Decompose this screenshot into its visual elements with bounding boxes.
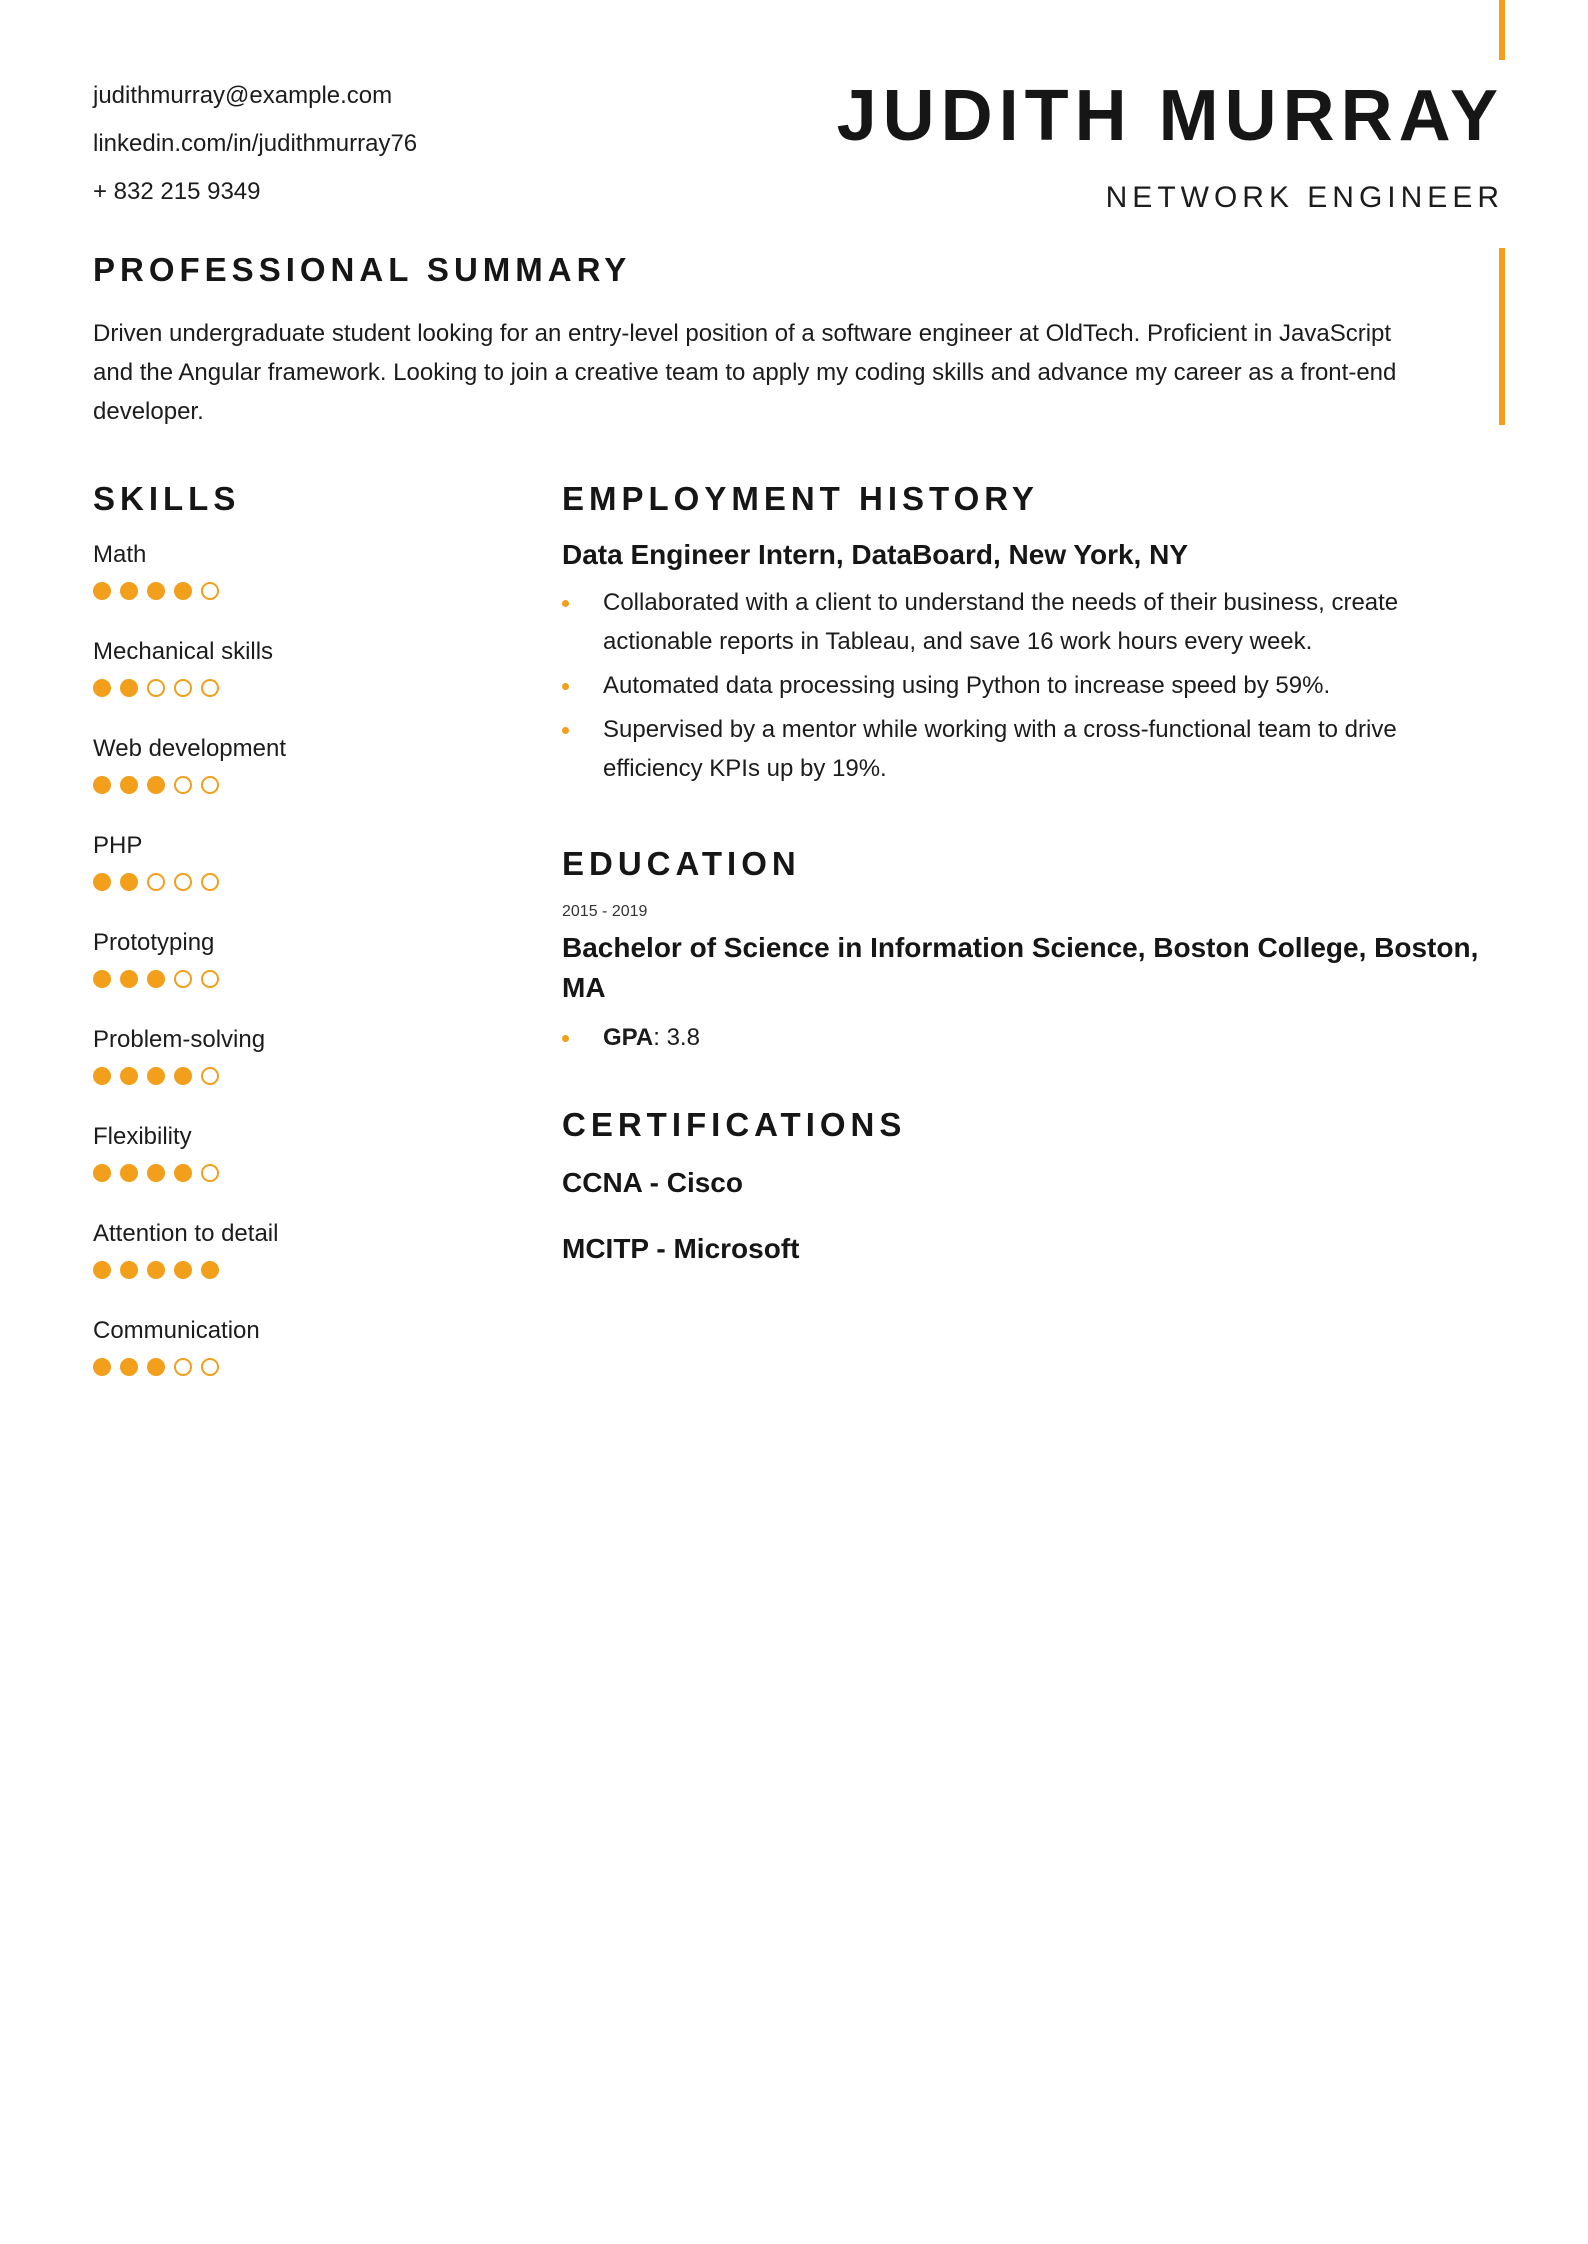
rating-dot-filled [174, 1067, 192, 1085]
skill-name: Problem-solving [93, 1026, 266, 1053]
accent-bar-top [1499, 0, 1505, 60]
rating-dot-filled [120, 970, 138, 988]
rating-dot-filled [93, 1164, 111, 1182]
skill-item [93, 1122, 513, 1219]
skill-item [93, 928, 513, 1025]
rating-dot-empty [201, 1164, 219, 1182]
rating-dot-filled [201, 1261, 219, 1279]
rating-dot-empty [174, 776, 192, 794]
rating-dot-empty [174, 1358, 192, 1376]
rating-dot-filled [120, 582, 138, 600]
education-heading: EDUCATION [562, 845, 801, 882]
accent-bar-side [1499, 248, 1505, 425]
skill-name: Communication [93, 1317, 260, 1344]
contact-linkedin[interactable]: linkedin.com/in/judithmurray76 [93, 130, 418, 157]
rating-dot-filled [174, 582, 192, 600]
skill-name: PHP [93, 832, 143, 859]
certifications-section [562, 1107, 1502, 1267]
rating-dot-empty [147, 873, 165, 891]
certification-item: MCITP - Microsoft [562, 1233, 800, 1264]
rating-dot-empty [201, 1358, 219, 1376]
skill-rating [93, 1358, 513, 1376]
certifications-heading: CERTIFICATIONS [562, 1106, 907, 1143]
rating-dot-filled [120, 679, 138, 697]
contact-phone[interactable]: + 832 215 9349 [93, 178, 261, 205]
skill-item [93, 831, 513, 928]
rating-dot-filled [147, 1261, 165, 1279]
education-section [562, 846, 1502, 1057]
gpa-label: GPA [603, 1024, 654, 1051]
skill-rating [93, 873, 513, 891]
employment-heading: EMPLOYMENT HISTORY [562, 480, 1039, 517]
skill-item [93, 637, 513, 734]
skills-list [93, 540, 513, 1413]
job-bullets [562, 583, 1502, 788]
rating-dot-filled [147, 1358, 165, 1376]
summary-text: Driven undergraduate student looking for an entry-level position of a software engineer at OldTech. Proficient in JavaScript and the Angular framework. Looking to join a creative team to apply my coding skills and advance my career as a front-end developer. [93, 320, 1397, 425]
rating-dot-filled [93, 1358, 111, 1376]
skill-rating [93, 776, 513, 794]
list-item: Automated data processing using Python to increase speed by 59%. [562, 666, 1502, 705]
skill-name: Flexibility [93, 1123, 192, 1150]
rating-dot-filled [120, 873, 138, 891]
list-item: Collaborated with a client to understand the needs of their business, create actionable reports in Tableau, and save 16 work hours every week. [562, 583, 1502, 661]
rating-dot-filled [174, 1261, 192, 1279]
gpa-item [562, 1018, 1502, 1057]
education-dates: 2015 - 2019 [562, 903, 648, 920]
rating-dot-empty [201, 873, 219, 891]
candidate-role: NETWORK ENGINEER [1105, 181, 1504, 214]
rating-dot-empty [201, 776, 219, 794]
rating-dot-filled [93, 582, 111, 600]
contact-info [93, 84, 417, 228]
skill-item [93, 1316, 513, 1413]
skills-heading: SKILLS [93, 480, 241, 517]
skills-section [93, 481, 513, 1413]
skill-rating [93, 1261, 513, 1279]
rating-dot-filled [147, 970, 165, 988]
rating-dot-filled [93, 1067, 111, 1085]
rating-dot-empty [201, 970, 219, 988]
skill-item [93, 734, 513, 831]
candidate-name: JUDITH MURRAY [836, 76, 1504, 156]
rating-dot-empty [201, 1067, 219, 1085]
education-bullets [562, 1018, 1502, 1057]
gpa-value: : 3.8 [653, 1024, 700, 1051]
rating-dot-empty [201, 679, 219, 697]
skill-name: Prototyping [93, 929, 215, 956]
skill-rating [93, 582, 513, 600]
rating-dot-filled [147, 1164, 165, 1182]
list-item: Supervised by a mentor while working with a cross-functional team to drive efficiency KPIs up by 19%. [562, 710, 1502, 788]
skill-name: Web development [93, 735, 287, 762]
rating-dot-filled [147, 582, 165, 600]
certification-item: CCNA - Cisco [562, 1167, 743, 1198]
rating-dot-filled [120, 1067, 138, 1085]
skill-rating [93, 679, 513, 697]
contact-email[interactable]: judithmurray@example.com [93, 82, 393, 109]
rating-dot-filled [120, 776, 138, 794]
rating-dot-filled [93, 679, 111, 697]
rating-dot-filled [174, 1164, 192, 1182]
skill-item [93, 1219, 513, 1316]
rating-dot-filled [120, 1261, 138, 1279]
rating-dot-filled [93, 970, 111, 988]
skill-name: Math [93, 541, 147, 568]
main-column [562, 481, 1502, 1267]
professional-summary-section [93, 252, 1433, 431]
skill-rating [93, 1067, 513, 1085]
rating-dot-empty [174, 873, 192, 891]
degree-title: Bachelor of Science in Information Science, Boston College, Boston, MA [562, 932, 1479, 1003]
rating-dot-empty [174, 679, 192, 697]
rating-dot-filled [147, 1067, 165, 1085]
rating-dot-empty [174, 970, 192, 988]
summary-heading: PROFESSIONAL SUMMARY [93, 251, 632, 288]
rating-dot-filled [93, 873, 111, 891]
skill-item [93, 1025, 513, 1122]
skill-name: Attention to detail [93, 1220, 279, 1247]
skill-item [93, 540, 513, 637]
rating-dot-empty [147, 679, 165, 697]
rating-dot-filled [93, 776, 111, 794]
skill-rating [93, 1164, 513, 1182]
rating-dot-empty [201, 582, 219, 600]
rating-dot-filled [120, 1164, 138, 1182]
rating-dot-filled [120, 1358, 138, 1376]
job-title: Data Engineer Intern, DataBoard, New York, NY [562, 539, 1189, 570]
rating-dot-filled [147, 776, 165, 794]
skill-rating [93, 970, 513, 988]
skill-name: Mechanical skills [93, 638, 274, 665]
rating-dot-filled [93, 1261, 111, 1279]
employment-history-section [562, 481, 1502, 788]
